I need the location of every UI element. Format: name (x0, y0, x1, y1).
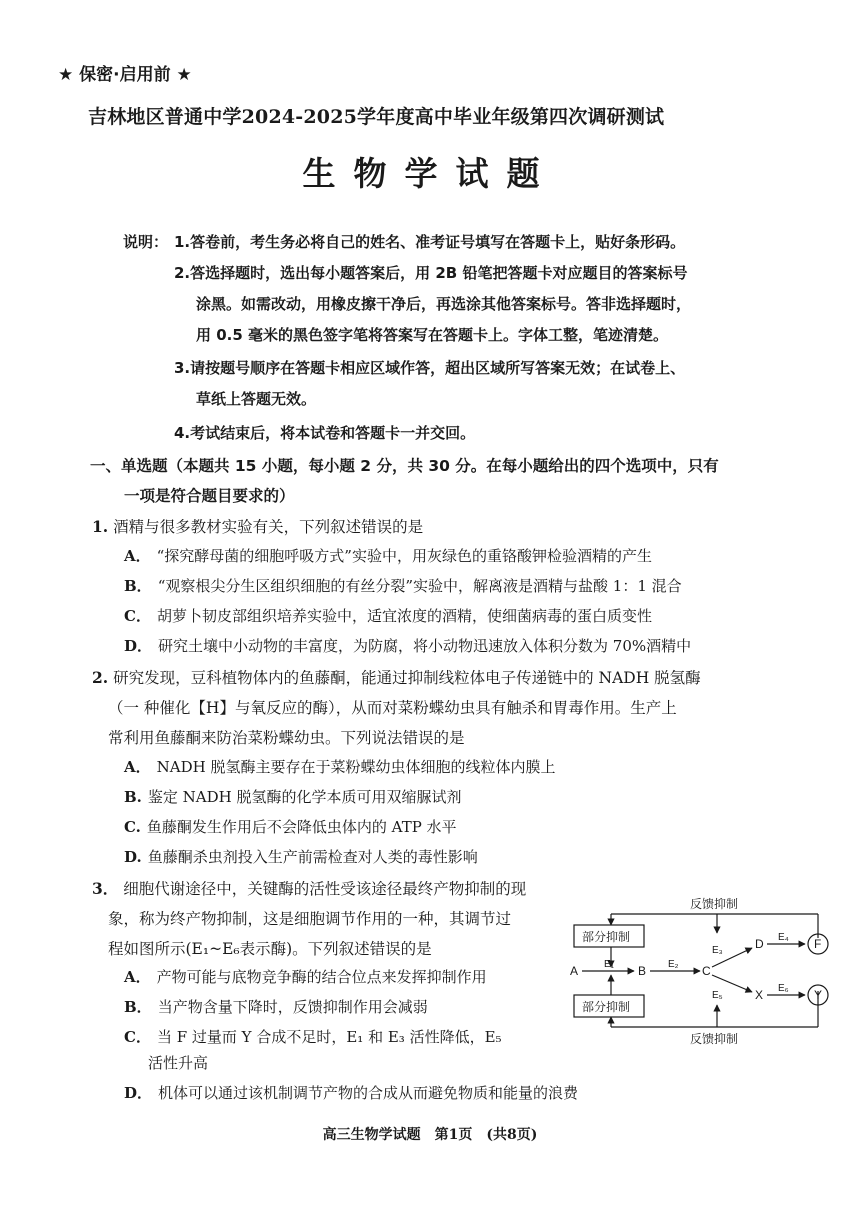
enzyme-e2: E₂ (668, 959, 679, 970)
q3-option-d (124, 1082, 578, 1103)
enzyme-e5: E₅ (712, 990, 723, 1001)
option-label: A． (124, 758, 151, 776)
question-stem-cont: 程如图所示(E₁~E₆表示酶)。下列叙述错误的是 (108, 940, 432, 958)
question-stem: 细胞代谢途径中，关键酶的活性受该途径最终产物抑制的现 (123, 880, 527, 898)
q2-option-c (124, 816, 457, 837)
option-label: C. (124, 818, 141, 836)
option-label: A． (124, 968, 151, 986)
option-text: 当 F 过量而 Y 合成不足时，E₁ 和 E₃ 活性降低，E₅ (156, 1028, 502, 1046)
instruction-item-4: 4.考试结束后，将本试卷和答题卡一并交回。 (174, 424, 476, 442)
option-text: “探究酵母菌的细胞呼吸方式”实验中，用灰绿色的重铬酸钾检验酒精的产生 (156, 547, 652, 565)
enzyme-e4: E₄ (778, 932, 789, 943)
q1-option-d (124, 635, 691, 656)
node-f: F (814, 937, 822, 951)
option-text: “观察根尖分生区组织细胞的有丝分裂”实验中，解离液是酒精与盐酸 1：1 混合 (157, 577, 682, 595)
page-title: 生物学试题 (302, 154, 558, 193)
option-label: D． (124, 637, 153, 655)
partial-inhibit-bottom: 部分抑制 (582, 1000, 631, 1014)
question-3 (92, 877, 526, 899)
exam-header: 吉林地区普通中学2024-2025学年度高中毕业年级第四次调研测试 (88, 106, 665, 128)
q1-option-b (124, 575, 682, 596)
section-heading: 一、单选题（本题共 15 小题，每小题 2 分，共 30 分。在每小题给出的四个选项中，只有 (90, 457, 719, 475)
enzyme-e1: E₁ (604, 959, 615, 970)
section-heading-cont: 一项是符合题目要求的） (124, 487, 295, 505)
partial-inhibit-top: 部分抑制 (582, 930, 631, 944)
option-label: B. (124, 788, 142, 806)
option-text: 鱼藤酮发生作用后不会降低虫体内的 ATP 水平 (146, 818, 457, 836)
enzyme-e6: E₆ (778, 983, 789, 994)
question-number: 1. (92, 517, 109, 536)
option-label: D. (124, 848, 142, 866)
confidential-label: ★ 保密·启用前 ★ (58, 65, 192, 85)
option-label: C． (124, 1028, 151, 1046)
feedback-top-label: 反馈抑制 (690, 897, 739, 911)
instruction-item-1: 1.答卷前，考生务必将自己的姓名、准考证号填写在答题卡上，贴好条形码。 (174, 233, 686, 251)
option-text: 胡萝卜韧皮部组织培养实验中，适宜浓度的酒精，使细菌病毒的蛋白质变性 (156, 607, 652, 625)
q2-option-a (124, 756, 555, 777)
q1-option-c (124, 605, 652, 626)
instructions-label: 说明： (123, 233, 169, 251)
option-text: 机体可以通过该机制调节产物的合成从而避免物质和能量的浪费 (158, 1084, 579, 1102)
option-label: D． (124, 1084, 153, 1102)
q3-option-c (124, 1026, 502, 1047)
question-number: 2. (92, 668, 109, 687)
question-stem-cont: 常利用鱼藤酮来防治菜粉蝶幼虫。下列说法错误的是 (108, 729, 465, 747)
instruction-item-3: 3.请按题号顺序在答题卡相应区域作答，超出区域所写答案无效；在试卷上、 (174, 359, 686, 377)
option-text: 研究土壤中小动物的丰富度，为防腐，将小动物迅速放入体积分数为 70%酒精中 (158, 637, 692, 655)
question-number: 3． (92, 879, 119, 898)
question-stem: 酒精与很多教材实验有关，下列叙述错误的是 (113, 518, 424, 536)
feedback-inhibition-diagram (562, 895, 834, 1045)
feedback-bottom-label: 反馈抑制 (690, 1032, 739, 1045)
node-a: A (570, 964, 579, 978)
node-c: C (702, 964, 711, 978)
question-stem-cont: 象，称为终产物抑制，这是细胞调节作用的一种，其调节过 (108, 910, 512, 928)
question-stem-cont: （一 种催化【H】与氧反应的酶），从而对菜粉蝶幼虫具有触杀和胃毒作用。生产上 (108, 699, 677, 717)
q3-option-a (124, 966, 487, 987)
question-stem: 研究发现，豆科植物体内的鱼藤酮，能通过抑制线粒体电子传递链中的 NADH 脱氢酶 (113, 669, 701, 687)
q3-option-c-cont: 活性升高 (148, 1054, 209, 1072)
option-label: C． (124, 607, 151, 625)
q2-option-d (124, 846, 478, 867)
option-text: 鉴定 NADH 脱氢酶的化学本质可用双缩脲试剂 (147, 788, 462, 806)
page-footer: 高三生物学试题 第1页 (共8页) (322, 1127, 538, 1143)
option-text: NADH 脱氢酶主要存在于菜粉蝶幼虫体细胞的线粒体内膜上 (156, 758, 556, 776)
option-label: B． (124, 998, 152, 1016)
node-b: B (638, 964, 647, 978)
q3-option-b (124, 996, 428, 1017)
option-text: 产物可能与底物竞争酶的结合位点来发挥抑制作用 (156, 968, 487, 986)
question-2 (92, 666, 701, 688)
option-text: 当产物含量下降时，反馈抑制作用会减弱 (157, 998, 428, 1016)
option-label: B． (124, 577, 152, 595)
instruction-item-2: 2.答选择题时，选出每小题答案后，用 2B 铅笔把答题卡对应题目的答案标号 (174, 264, 688, 282)
node-d: D (755, 937, 764, 951)
node-y: Y (814, 988, 823, 1002)
q1-option-a (124, 545, 652, 566)
option-text: 鱼藤酮杀虫剂投入生产前需检查对人类的毒性影响 (147, 848, 478, 866)
question-1 (92, 515, 423, 537)
instruction-item-3-cont: 草纸上答题无效。 (196, 390, 317, 408)
enzyme-e3: E₃ (712, 945, 723, 956)
instruction-item-2-cont: 用 0.5 毫米的黑色签字笔将答案写在答题卡上。字体工整，笔迹清楚。 (196, 326, 669, 344)
q2-option-b (124, 786, 462, 807)
instruction-item-2-cont: 涂黑。如需改动，用橡皮擦干净后，再选涂其他答案标号。答非选择题时， (196, 295, 692, 313)
node-x: X (755, 988, 764, 1002)
option-label: A． (124, 547, 151, 565)
